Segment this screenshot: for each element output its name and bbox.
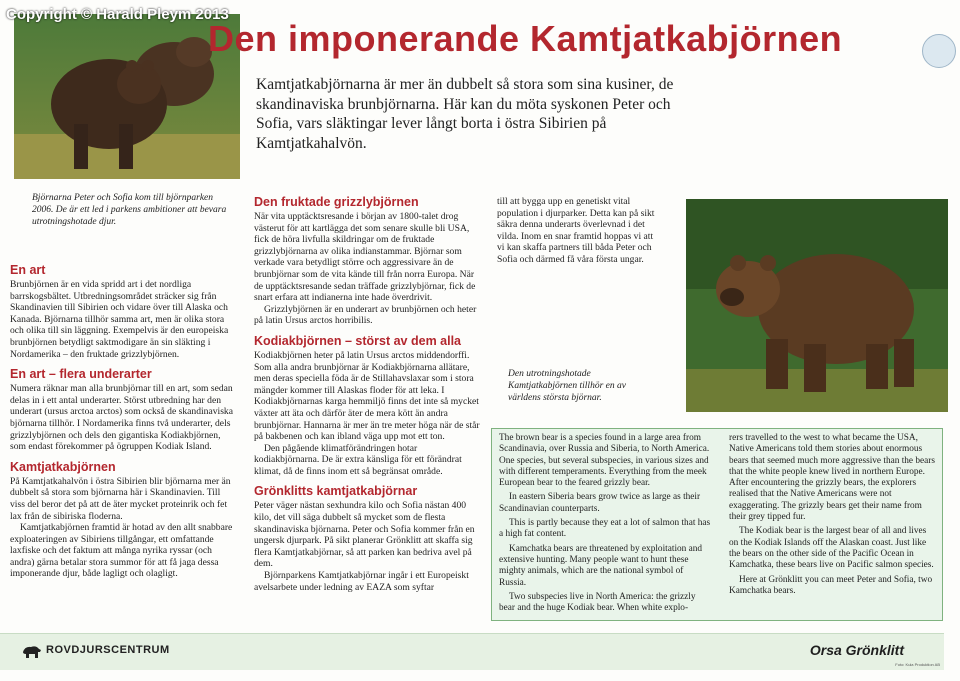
column-2: [254, 188, 480, 593]
paragraph: Björnparkens Kamtjatkabjörnar ingår i ett Europeiskt avelsarbete under ledning av EAZA som syftar: [254, 570, 469, 593]
footer-bar: [0, 633, 944, 670]
column-3: [497, 196, 657, 266]
caption-left: Björnarna Peter och Sofia kom till björnparken 2006. De är ett led i parkens ambitioner att bevara utrotningshotade djur.: [32, 193, 227, 227]
footer-credit: Foto: Kula Produktion AB: [895, 662, 940, 667]
paragraph: till att bygga upp en genetiskt vital population i djurparker. Detta kan på sikt säkra denna underarts överlevnad i det vilda. Inom en snar framtid hoppas vi att vi kan skaffa partners till båda Peter och Sofia och därmed få våra första ungar.: [497, 196, 655, 265]
heading-en-art: En art: [10, 263, 46, 277]
photo-two-bears: [14, 14, 240, 179]
logo-badge-icon: [922, 34, 956, 68]
english-paragraph: The Kodiak bear is the largest bear of all and lives on the Kodiak Islands off the Alaskan coast. Just like the bears on the other side of the Pacific Ocean in Kamchatka, these bears live on Pacific salmon species.: [729, 526, 934, 571]
english-column-left: [499, 433, 711, 614]
heading-kodiak: Kodiakbjörnen – störst av dem alla: [254, 333, 462, 348]
english-paragraph: Kamchatka bears are threatened by exploitation and extensive hunting. Many people want to hunt these mighty animals, which are the national symbol of Russia.: [499, 543, 703, 588]
paragraph: Grizzlybjörnen är en underart av brunbjörnen och heter på latin Ursus arctos horribilis.: [254, 303, 477, 327]
paragraph: Kodiakbjörnen heter på latin Ursus arctos middendorffi. Som alla andra brunbjörnar är Kodiakbjörnarna allätare, men deras speciella föda är de Stillahavslaxar som i stora mängder kommer till Alaskas floder för att leka. I Kodiakbjörnarnas karga hemmiljö finns det inte så mycket växter att äta och därför äter de mera kött än andra brunbjörnar. Hannarna är mer än tre meter höga när de står på bakbenen och kan ibland väga upp mot ett ton.: [254, 349, 480, 443]
english-paragraph: rers travelled to the west to what became the USA, Native Americans told them stories about enormous bears that seemed much more aggressive than the bears that the white people knew lived in northern Europe. After encountering the grizzly bears, the explorers realised that the Native Americans were not exaggerating. The grizzly bears get their name from their grey tipped fur.: [729, 433, 936, 523]
heading-flera-underarter: En art – flera underarter: [10, 367, 152, 382]
english-paragraph: The brown bear is a species found in a large area from Scandinavia, over Russia and Siberia, to North America. One species, but several subspecies, in various sizes and with different temperaments. Everything from the meek European bear to the feared grizzly bear.: [499, 433, 710, 489]
english-paragraph: In eastern Siberia bears grow twice as large as their Scandinavian counterparts.: [499, 492, 701, 514]
english-paragraph: This is partly because they eat a lot of salmon that has a high fat content.: [499, 518, 711, 540]
heading-grizzly: Den fruktade grizzlybjörnen: [254, 195, 419, 209]
bear-silhouette-icon: [22, 642, 42, 660]
caption-right: Den utrotningshotade Kamtjatkabjörnen tillhör en av världens största björnar.: [508, 369, 626, 403]
intro-text: Kamtjatkabjörnarna är mer än dubbelt så stora som sina kusiner, de skandinaviska brunbjörnarna. Här kan du möta syskonen Peter och Sofia, vars släktingar lever långt borta i östra Sibirien på Kamtjatkahalvön.: [256, 76, 674, 152]
english-summary-box: [491, 428, 943, 621]
paragraph: Peter väger nästan sexhundra kilo och Sofia nästan 400 kilo, det vill säga dubbelt så mycket som de flesta skandinaviska björnarna. Peter och Sofia kommer från en ungersk djurpark. På sikt planerar Grönklitt att skaffa sig flera Kamtjatkabjörnar, så att parken kan bedriva avel på dem.: [254, 500, 475, 570]
paragraph: Numera räknar man alla brunbjörnar till en art, som sedan delas in i ett antal underarter. Störst utbredning har den underart (ursus arctoa arctos) som också de skandinaviska björnarna tillhör. I Nordamerika finns två underarter, dels grizzlybjörnen och dels den gigantiska Kodiakbjörnen, som endast förekommer på ögruppen Kodiak Island.: [10, 383, 233, 453]
heading-kamtjatkabjornen: Kamtjatkabjörnen: [10, 459, 116, 474]
english-paragraph: Two subspecies live in North America: the grizzly bear and the huge Kodiak bear. When white explo-: [499, 591, 696, 614]
photo-kamchatka-bear: [686, 199, 948, 412]
paragraph: Brunbjörnen är en vida spridd art i det nordliga barrskogsbältet. Utbredningsområdet sträcker sig från Skandinavien till Sibirien och vidare över till Alaska och Kanada. Björnarna tillhör samma art, men är olika stora och olika till sin läggning. Exempelvis är den europeiska brunbjörnen betydligt saktmodigare än sin släkting i Nordamerika – den fruktade grizzlybjörnen.: [10, 279, 229, 360]
footer-orsa-gronklitt-logo: Orsa Grönklitt: [809, 642, 904, 658]
paragraph: Den pågående klimatförändringen hotar kodiakbjörnarna. De är extra känsliga för ett förändrat klimat, då de finns inom ett så begränsat område.: [254, 442, 462, 477]
paragraph: När vita upptäcktsresande i början av 1800-talet drog västerut för att kartlägga det som senare skulle bli USA, fick de höra livfulla skildringar om de fruktade grizzlybjörnarna av olika indianstammar. Björnar som verkade vara betydligt större och aggressivare än de brunbjörnar som de vita kände till från norra Europa. När de upptäcktsresande sedan träffade grizzlybjörnar, fick de snart erfara att indianerna inte hade överdrivit.: [254, 211, 476, 304]
page-title: Den imponerande Kamtjatkabjörnen: [208, 18, 843, 59]
paragraph: På Kamtjatkahalvön i östra Sibirien blir björnarna mer än dubbelt så stora som björnarna här i Skandinavien. Till viss del beror det på att de äter mycket proteinrik och fet lax från de sibiriska floderna.: [10, 475, 231, 522]
english-paragraph: Here at Grönklitt you can meet Peter and Sofia, two Kamchatka bears.: [729, 574, 933, 596]
english-column-right: [729, 433, 935, 597]
column-1: [10, 256, 236, 580]
heading-gronklitt: Grönklitts kamtjatkabjörnar: [254, 484, 418, 499]
paragraph: Kamtjatkabjörnen framtid är hotad av den allt snabbare exploateringen av Sibiriens tillgångar, ett omfattande laxfiske och det faktum att många nyrika ryssar (och andra) gärna betalar stora summor för att få jaga dessa imponerande djur, både lagligt och olagligt.: [10, 522, 233, 580]
copyright-text: Copyright © Harald Pleym 2013: [6, 6, 229, 23]
footer-rovdjurscentrum: ROVDJURSCENTRUM: [46, 644, 170, 656]
